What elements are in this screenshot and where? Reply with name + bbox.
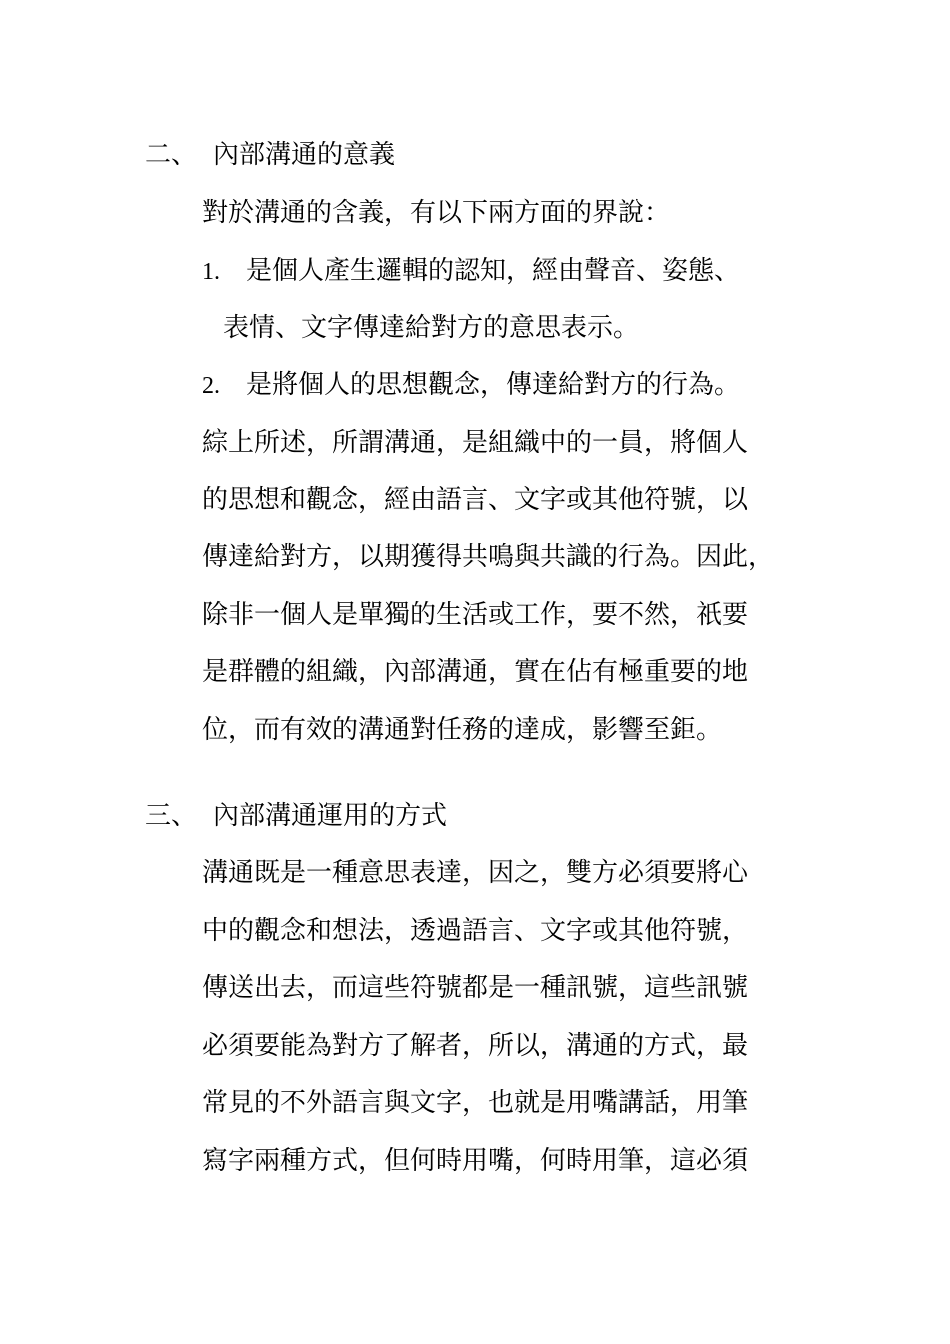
paragraph-line: 溝通既是一種意思表達，因之，雙方必須要將心 (202, 858, 749, 888)
list-item-1 (202, 251, 740, 291)
section-2-heading (145, 135, 395, 175)
paragraph-line: 除非一個人是單獨的生活或工作，要不然，祇要 (202, 600, 749, 630)
paragraph-line: 綜上所述，所謂溝通，是組織中的一員，將個人 (202, 428, 749, 458)
paragraph-line: 必須要能為對方了解者，所以，溝通的方式，最 (202, 1031, 749, 1061)
section-2-number: 二、 (145, 140, 198, 170)
section-3-number: 三、 (145, 801, 198, 831)
list-item-2-text: 是將個人的思想觀念，傳達給對方的行為。 (246, 370, 741, 400)
section-2-intro: 對於溝通的含義，有以下兩方面的界說： (202, 198, 671, 228)
paragraph-line: 中的觀念和想法，透過語言、文字或其他符號， (202, 916, 749, 946)
paragraph-line: 常見的不外語言與文字，也就是用嘴講話，用筆 (202, 1088, 749, 1118)
paragraph-line: 寫字兩種方式，但何時用嘴，何時用筆，這必須 (202, 1146, 749, 1176)
paragraph-line: 是群體的組織，內部溝通，實在佔有極重要的地 (202, 657, 749, 687)
paragraph-line: 傳達給對方，以期獲得共鳴與共識的行為。因此， (202, 542, 775, 572)
section-3-heading (145, 796, 447, 836)
list-item-1-text: 是個人產生邏輯的認知，經由聲音、姿態、 (246, 256, 741, 286)
list-item-2 (202, 365, 740, 405)
paragraph-line: 傳送出去，而這些符號都是一種訊號，這些訊號 (202, 973, 749, 1003)
list-item-1-continuation: 表情、文字傳達給對方的意思表示。 (223, 313, 640, 343)
paragraph-line: 位，而有效的溝通對任務的達成，影響至鉅。 (202, 715, 723, 745)
list-item-2-number: 2. (202, 373, 220, 399)
section-3-title: 內部溝通運用的方式 (213, 801, 448, 831)
list-item-1-number: 1. (202, 259, 220, 285)
paragraph-line: 的思想和觀念，經由語言、文字或其他符號，以 (202, 485, 749, 515)
section-2-title: 內部溝通的意義 (213, 140, 396, 170)
